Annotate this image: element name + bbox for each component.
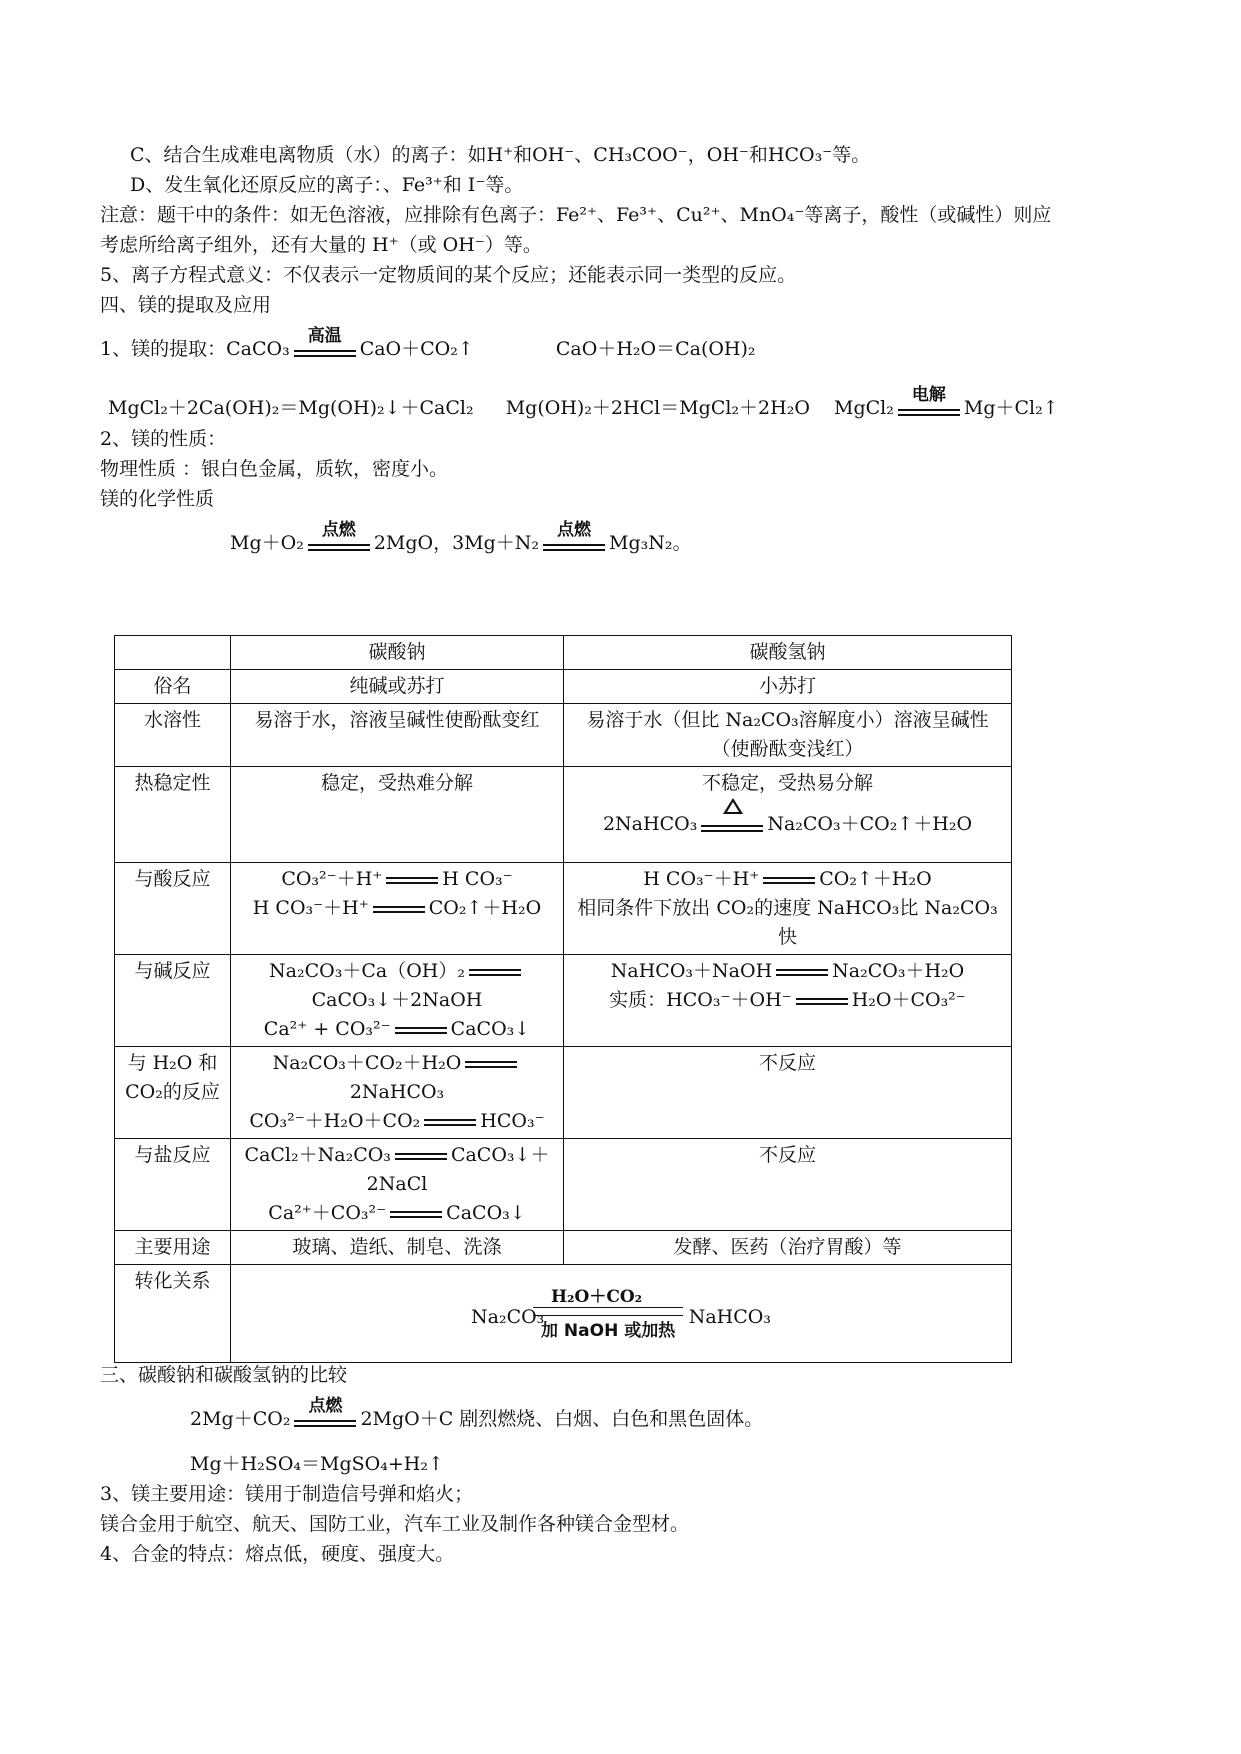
usage-line-1: 3、镁主要用途：镁用于制造信号弹和焰火；	[100, 1483, 474, 1505]
section-4b: 4、合金的特点：熔点低，硬度、强度大。	[100, 1543, 455, 1565]
conversion-diagram: Na₂CO₃ H₂O＋CO₂ 加 NaOH 或加热 NaHCO₃	[471, 1287, 771, 1341]
equation-line-2: MgCl₂＋2Ca(OH)₂＝Mg(OH)₂↓＋CaCl₂ Mg(OH)₂＋2HCl＝MgCl₂＋2H₂O MgCl₂ 电解 Mg＋Cl₂↑	[100, 393, 1140, 424]
table-row: 热稳定性 稳定，受热难分解 不稳定，受热易分解 2NaHCO₃ Na₂CO₃＋CO₂↑＋H₂O	[115, 767, 1012, 863]
equation-line-3: Mg＋O₂ 点燃 2MgO，3Mg＋N₂ 点燃 Mg₃N₂。	[100, 528, 1140, 559]
section-2-heading: 2、镁的性质：	[100, 428, 227, 450]
note-line-1: 注意：题干中的条件：如无色溶液，应排除有色离子：Fe²⁺、Fe³⁺、Cu²⁺、MnO₄⁻等离子，酸性（或碱性）则应	[100, 204, 1052, 226]
table-row: 转化关系 Na₂CO₃ H₂O＋CO₂ 加 NaOH 或加热 NaHCO₃	[115, 1265, 1012, 1363]
table-row: 与碱反应 Na₂CO₃＋Ca（OH）₂CaCO₃↓＋2NaOH Ca²⁺ + CO₃²⁻ CaCO₃↓ NaHCO₃＋NaOH Na₂CO₃＋H₂O 实质：HCO₃⁻＋OH⁻ H₂O＋CO₃²⁻	[115, 955, 1012, 1047]
usage-line-2: 镁合金用于航空、航天、国防工业，汽车工业及制作各种镁合金型材。	[100, 1513, 690, 1535]
condition-arrow: 电解	[898, 394, 960, 424]
condition-arrow: 点燃	[543, 529, 605, 559]
table-row: 俗名 纯碱或苏打 小苏打	[115, 670, 1012, 704]
equation-line-4: 2Mg＋CO₂ 点燃 2MgO＋C 剧烈燃烧、白烟、白色和黑色固体。	[100, 1404, 1140, 1435]
section-4-heading: 四、镁的提取及应用	[100, 294, 272, 316]
chemical-properties: 镁的化学性质	[100, 488, 215, 510]
table-row: 与 H₂O 和 CO₂的反应 Na₂CO₃＋CO₂＋H₂O2NaHCO₃ CO₃²⁻＋H₂O＋CO₂ HCO₃⁻ 不反应	[115, 1047, 1012, 1139]
document-body-lower	[100, 1360, 1140, 1569]
heat-arrow	[701, 810, 763, 840]
note-line-2: 考虑所给离子组外，还有大量的 H⁺（或 OH⁻）等。	[100, 234, 542, 256]
table-header-row: 碳酸钠 碳酸氢钠	[115, 636, 1012, 670]
section-3-heading: 三、碳酸钠和碳酸氢钠的比较	[100, 1364, 348, 1386]
condition-arrow: 点燃	[308, 529, 370, 559]
table-row: 与酸反应 CO₃²⁻＋H⁺ H CO₃⁻ H CO₃⁻＋H⁺ CO₂↑＋H₂O H CO₃⁻＋H⁺ CO₂↑＋H₂O 相同条件下放出 CO₂的速度 NaHCO₃比 Na₂CO₃快	[115, 863, 1012, 955]
table-row: 与盐反应 CaCl₂＋Na₂CO₃ CaCO₃↓＋2NaCl Ca²⁺＋CO₃²⁻ CaCO₃↓ 不反应	[115, 1139, 1012, 1231]
physical-properties: 物理性质 ：银白色金属，质软，密度小。	[100, 458, 449, 480]
text-line-c: C、结合生成难电离物质（水）的离子：如H⁺和OH⁻、CH₃COO⁻，OH⁻和HCO₃⁻等。	[130, 144, 871, 166]
condition-arrow: 高温	[294, 335, 356, 365]
table-row: 主要用途 玻璃、造纸、制皂、洗涤 发酵、医药（治疗胃酸）等	[115, 1231, 1012, 1265]
table-row: 水溶性 易溶于水，溶液呈碱性使酚酞变红 易溶于水（但比 Na₂CO₃溶解度小）溶液呈碱性（使酚酞变浅红）	[115, 704, 1012, 767]
condition-arrow: 点燃	[294, 1405, 356, 1435]
equation-line-1: 1、镁的提取：CaCO₃ 高温 CaO＋CO₂↑ CaO＋H₂O＝Ca(OH)₂	[100, 334, 1140, 365]
comparison-table	[114, 635, 1012, 1363]
equation-line-5: Mg＋H₂SO₄＝MgSO₄+H₂↑	[190, 1453, 444, 1475]
section-5: 5、离子方程式意义：不仅表示一定物质间的某个反应；还能表示同一类型的反应。	[100, 264, 797, 286]
text-line-d: D、发生氧化还原反应的离子：、Fe³⁺和 I⁻等。	[130, 174, 524, 196]
document-body	[100, 140, 1140, 559]
